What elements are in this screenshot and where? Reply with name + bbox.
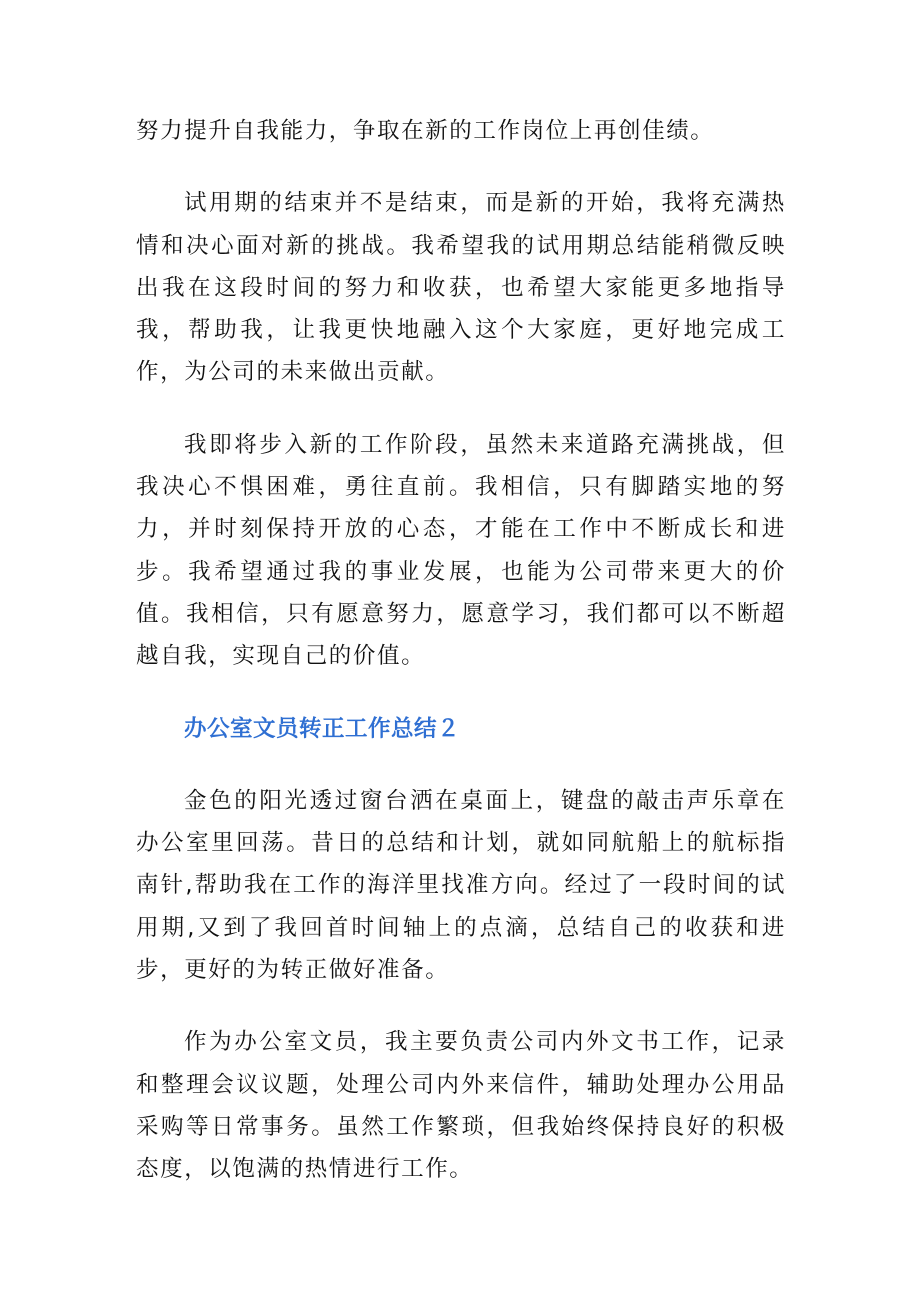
paragraph-gap xyxy=(136,991,786,1021)
paragraph-clerk-duties: 作为办公室文员，我主要负责公司内外文书工作，记录和整理会议议题，处理公司内外来信件，辅助处理办公用品采购等日常事务。虽然工作繁琐，但我始终保持良好的积极态度，以饱满的热情进行工作。 xyxy=(136,1029,786,1183)
paragraph-gap xyxy=(136,750,786,780)
paragraph-probation-end: 试用期的结束并不是结束，而是新的开始，我将充满热情和决心面对新的挑战。我希望我的试用期总结能稍微反映出我在这段时间的努力和收获，也希望大家能更多地指导我，帮助我，让我更快地融入这个大家庭，更好地完成工作，为公司的未来做出贡献。 xyxy=(136,190,786,386)
section-heading: 办公室文员转正工作总结２ xyxy=(184,715,461,742)
paragraph-continuation: 努力提升自我能力，争取在新的工作岗位上再创佳绩。 xyxy=(136,118,715,144)
paragraph-gap xyxy=(136,678,786,708)
paragraph-new-stage: 我即将步入新的工作阶段，虽然未来道路充满挑战，但我决心不惧困难，勇往直前。我相信，只有脚踏实地的努力，并时刻保持开放的心态，才能在工作中不断成长和进步。我希望通过我的事业发展，也能为公司带来更大的价值。我相信，只有愿意努力，愿意学习，我们都可以不断超越自我，实现自己的价值。 xyxy=(136,431,786,670)
paragraph-gap xyxy=(136,394,786,424)
paragraph-gap xyxy=(136,152,786,182)
paragraph-sunlight: 金色的阳光透过窗台洒在桌面上，键盘的敲击声乐章在办公室里回荡。昔日的总结和计划，就如同航船上的航标指南针,帮助我在工作的海洋里找准方向。经过了一段时间的试用期,又到了我回首时间轴上的点滴，总结自己的收获和进步，更好的为转正做好准备。 xyxy=(136,787,786,984)
